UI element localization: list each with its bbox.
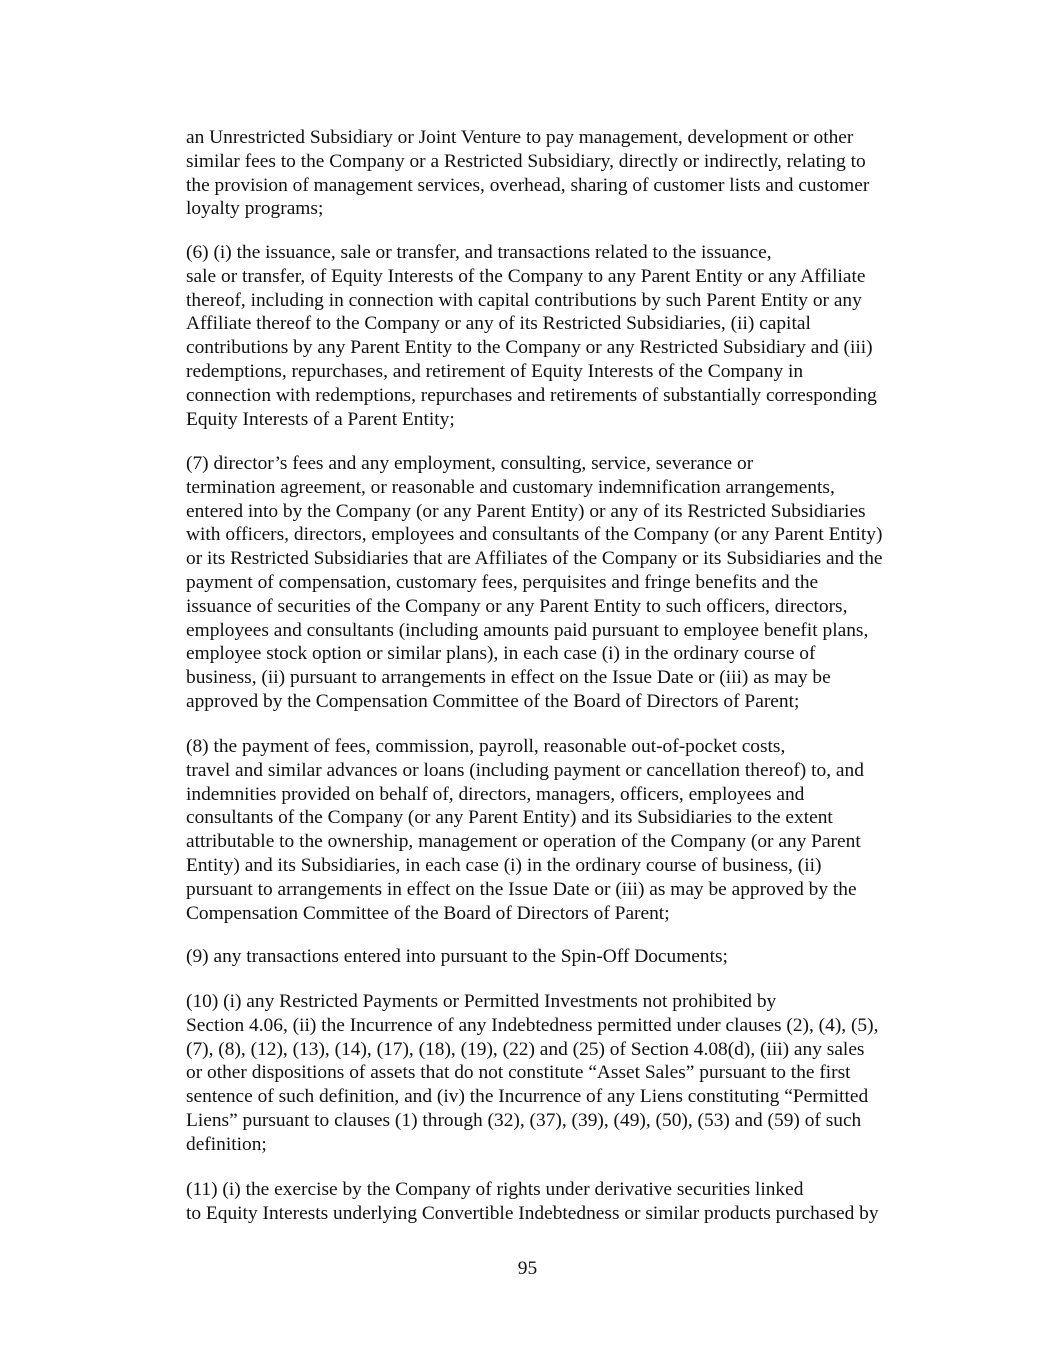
paragraph-continuation: an Unrestricted Subsidiary or Joint Venture to pay management, development or other similar fees to the Company or a Restricted Subsidiary, directly or indirectly, relating to the provision of management services, overhead, sharing of customer lists and customer loyalty programs; bbox=[186, 127, 870, 220]
paragraph-clause-10: (10) (i) any Restricted Payments or Permitted Investments not prohibited by Section 4.06, (ii) the Incurrence of any Indebtedness permitted under clauses (2), (4), (5), (7), (8), (12), (13), (14), (17), (18), (19), (22) and (25) of Section 4.08(d), (iii) any sales or other dispositions of assets that do not constitute “Asset Sales” pursuant to the first sentence of such definition, and (iv) the Incurrence of any Liens constituting “Permitted Liens” pursuant to clauses (1) through (32), (37), (39), (49), (50), (53) and (59) of such definition; bbox=[186, 991, 879, 1155]
paragraph-clause-8: (8) the payment of fees, commission, payroll, reasonable out-of-pocket costs, travel and similar advances or loans (including payment or cancellation thereof) to, and indemnities provided on behalf of, directors, managers, officers, employees and consultants of the Company (or any Parent Entity) and its Subsidiaries to the extent attributable to the ownership, management or operation of the Company (or any Parent Entity) and its Subsidiaries, in each case (i) in the ordinary course of business, (ii) pursuant to arrangements in effect on the Issue Date or (iii) as may be approved by the Compensation Committee of the Board of Directors of Parent; bbox=[186, 736, 864, 924]
paragraph-clause-9: (9) any transactions entered into pursuant to the Spin-Off Documents; bbox=[186, 946, 728, 967]
paragraph-clause-11: (11) (i) the exercise by the Company of rights under derivative securities linked to Equity Interests underlying Convertible Indebtedness or similar products purchased by bbox=[186, 1179, 879, 1224]
page-number: 95 bbox=[517, 1258, 538, 1279]
paragraph-clause-7: (7) director’s fees and any employment, consulting, service, severance or termination agreement, or reasonable and customary indemnification arrangements, entered into by the Company (or any Parent Entity) or any of its Restricted Subsidiaries with officers, directors, employees and consultants of the Company (or any Parent Entity) or its Restricted Subsidiaries that are Affiliates of the Company or its Subsidiaries and the payment of compensation, customary fees, perquisites and fringe benefits and the issuance of securities of the Company or any Parent Entity to such officers, directors, employees and consultants (including amounts paid pursuant to employee benefit plans, employee stock option or similar plans), in each case (i) in the ordinary course of business, (ii) pursuant to arrangements in effect on the Issue Date or (iii) as may be approved by the Compensation Committee of the Board of Directors of Parent; bbox=[186, 453, 883, 712]
paragraph-clause-6: (6) (i) the issuance, sale or transfer, and transactions related to the issuance, sale or transfer, of Equity Interests of the Company to any Parent Entity or any Affiliate thereof, including in connection with capital contributions by such Parent Entity or any Affiliate thereof to the Company or any of its Restricted Subsidiaries, (ii) capital contributions by any Parent Entity to the Company or any Restricted Subsidiary and (iii) redemptions, repurchases, and retirement of Equity Interests of the Company in connection with redemptions, repurchases and retirements of substantially corresponding Equity Interests of a Parent Entity; bbox=[186, 242, 877, 430]
